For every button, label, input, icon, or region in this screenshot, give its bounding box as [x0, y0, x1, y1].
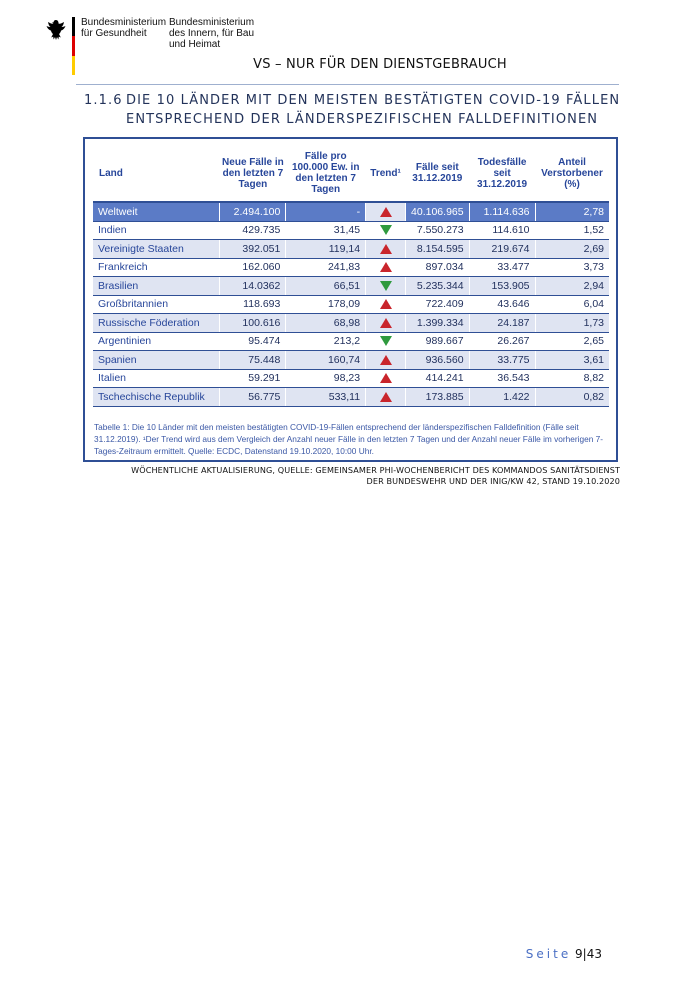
ministry-interior-line1: Bundesministerium: [169, 17, 255, 28]
table-row: [93, 332, 609, 351]
cell-share-deceased: 0,82: [535, 388, 609, 407]
col-header-land: Land: [93, 145, 220, 202]
cell-per-100k: -: [286, 202, 366, 221]
cell-land: Brasilien: [93, 277, 220, 296]
cell-cases-since: 897.034: [406, 258, 470, 277]
cell-deaths-since: 33.775: [469, 351, 535, 370]
cell-deaths-since: 1.422: [469, 388, 535, 407]
trend-down-icon: [380, 336, 392, 346]
cell-cases-since: 1.399.334: [406, 314, 470, 333]
covid-cases-table-figure: [83, 137, 618, 462]
table-row: [93, 295, 609, 314]
trend-up-icon: [380, 207, 392, 217]
cell-land: Spanien: [93, 351, 220, 370]
cell-deaths-since: 33.477: [469, 258, 535, 277]
trend-up-icon: [380, 244, 392, 254]
cell-trend: [366, 351, 406, 370]
cell-share-deceased: 1,73: [535, 314, 609, 333]
cell-new-cases: 59.291: [220, 369, 286, 388]
trend-down-icon: [380, 225, 392, 235]
cell-new-cases: 95.474: [220, 332, 286, 351]
cell-new-cases: 2.494.100: [220, 202, 286, 221]
page-total: 43: [586, 947, 602, 961]
cell-per-100k: 241,83: [286, 258, 366, 277]
trend-down-icon: [380, 281, 392, 291]
cell-per-100k: 213,2: [286, 332, 366, 351]
cell-share-deceased: 6,04: [535, 295, 609, 314]
section-heading: [84, 91, 624, 129]
col-header-trend: Trend¹: [366, 145, 406, 202]
table-row: [93, 369, 609, 388]
cell-share-deceased: 2,78: [535, 202, 609, 221]
cell-trend: [366, 369, 406, 388]
table-row: [93, 277, 609, 296]
table-row: [93, 240, 609, 259]
cell-new-cases: 429.735: [220, 221, 286, 240]
cell-cases-since: 989.667: [406, 332, 470, 351]
cell-land: Vereinigte Staaten: [93, 240, 220, 259]
header-divider: [76, 84, 619, 85]
cell-land: Argentinien: [93, 332, 220, 351]
cell-share-deceased: 2,69: [535, 240, 609, 259]
table-row: [93, 314, 609, 333]
cell-trend: [366, 277, 406, 296]
cell-share-deceased: 3,73: [535, 258, 609, 277]
table-row: [93, 351, 609, 370]
cell-share-deceased: 1,52: [535, 221, 609, 240]
source-line1: WÖCHENTLICHE AKTUALISIERUNG, QUELLE: GEMEINSAMER PHI-WOCHENBERICHT DES KOMMANDOS SANITÄTSDIENST: [131, 465, 620, 475]
cell-per-100k: 119,14: [286, 240, 366, 259]
cell-land: Weltweit: [93, 202, 220, 221]
cell-cases-since: 40.106.965: [406, 202, 470, 221]
page-current: 9: [575, 947, 583, 961]
cell-deaths-since: 26.267: [469, 332, 535, 351]
page-number: [526, 947, 602, 961]
cell-new-cases: 14.0362: [220, 277, 286, 296]
col-header-share-deceased: Anteil Verstorbener (%): [535, 145, 609, 202]
cell-land: Italien: [93, 369, 220, 388]
cell-per-100k: 66,51: [286, 277, 366, 296]
cell-trend: [366, 202, 406, 221]
cell-deaths-since: 153.905: [469, 277, 535, 296]
cell-per-100k: 533,11: [286, 388, 366, 407]
cell-trend: [366, 388, 406, 407]
cell-new-cases: 392.051: [220, 240, 286, 259]
cell-land: Russische Föderation: [93, 314, 220, 333]
trend-up-icon: [380, 299, 392, 309]
source-line2: DER BUNDESWEHR UND DER INIG/KW 42, STAND 19.10.2020: [366, 476, 620, 486]
table-row: [93, 388, 609, 407]
cell-cases-since: 173.885: [406, 388, 470, 407]
cell-trend: [366, 258, 406, 277]
cell-new-cases: 75.448: [220, 351, 286, 370]
ministry-health-line1: Bundesministerium: [81, 17, 167, 28]
table-caption: Tabelle 1: Die 10 Länder mit den meisten bestätigten COVID-19-Fällen entsprechend der länderspezifischen Falldefinition (Fälle seit 31.12.2019). ¹Der Trend wird aus dem Vergleich der Anzahl neuer Fälle in den letzten 7 Tagen und der Anzahl neuer Fälle im vorherigen 7-Tages-Zeitraum ermittelt. Quelle: ECDC, Datenstand 19.10.2020, 10:00 Uhr.: [94, 422, 604, 456]
cell-trend: [366, 295, 406, 314]
federal-eagle-icon: [46, 19, 66, 41]
cell-new-cases: 162.060: [220, 258, 286, 277]
col-header-deaths-since: Todesfälle seit 31.12.2019: [469, 145, 535, 202]
cell-land: Indien: [93, 221, 220, 240]
cell-new-cases: 56.775: [220, 388, 286, 407]
trend-up-icon: [380, 318, 392, 328]
cell-deaths-since: 1.114.636: [469, 202, 535, 221]
cell-deaths-since: 43.646: [469, 295, 535, 314]
cell-trend: [366, 221, 406, 240]
cell-new-cases: 100.616: [220, 314, 286, 333]
cell-cases-since: 936.560: [406, 351, 470, 370]
ministry-health-name: [81, 17, 166, 39]
section-number: 1.1.6: [84, 93, 123, 108]
table-row: [93, 221, 609, 240]
ministry-interior-name: [169, 17, 264, 50]
cell-cases-since: 722.409: [406, 295, 470, 314]
trend-up-icon: [380, 392, 392, 402]
cell-land: Großbritannien: [93, 295, 220, 314]
cell-deaths-since: 24.187: [469, 314, 535, 333]
cell-per-100k: 98,23: [286, 369, 366, 388]
page-separator: |: [582, 947, 587, 961]
col-header-per-100k: Fälle pro 100.000 Ew. in den letzten 7 Tagen: [286, 145, 366, 202]
cell-deaths-since: 219.674: [469, 240, 535, 259]
col-header-new-cases: Neue Fälle in den letzten 7 Tagen: [220, 145, 286, 202]
cell-cases-since: 7.550.273: [406, 221, 470, 240]
covid-cases-table: [93, 145, 609, 407]
table-header-row: [93, 145, 609, 202]
ministry-interior-line3: und Heimat: [169, 39, 221, 50]
cell-trend: [366, 332, 406, 351]
trend-up-icon: [380, 262, 392, 272]
trend-up-icon: [380, 355, 392, 365]
table-row: [93, 258, 609, 277]
section-title-line2: ENTSPRECHEND DER LÄNDERSPEZIFISCHEN FALLDEFINITIONEN: [126, 112, 599, 127]
cell-share-deceased: 2,65: [535, 332, 609, 351]
cell-share-deceased: 8,82: [535, 369, 609, 388]
table-body: [93, 202, 609, 406]
cell-per-100k: 68,98: [286, 314, 366, 333]
cell-new-cases: 118.693: [220, 295, 286, 314]
table-row: [93, 202, 609, 221]
cell-cases-since: 5.235.344: [406, 277, 470, 296]
cell-per-100k: 160,74: [286, 351, 366, 370]
cell-cases-since: 8.154.595: [406, 240, 470, 259]
section-title-line1: DIE 10 LÄNDER MIT DEN MEISTEN BESTÄTIGTEN COVID-19 FÄLLEN: [126, 93, 621, 108]
cell-per-100k: 178,09: [286, 295, 366, 314]
cell-deaths-since: 36.543: [469, 369, 535, 388]
cell-land: Tschechische Republik: [93, 388, 220, 407]
classification-label: VS – NUR FÜR DEN DIENSTGEBRAUCH: [253, 57, 507, 72]
cell-trend: [366, 240, 406, 259]
source-note: [80, 465, 620, 487]
ministry-health-line2: für Gesundheit: [81, 28, 147, 39]
trend-up-icon: [380, 373, 392, 383]
cell-per-100k: 31,45: [286, 221, 366, 240]
cell-land: Frankreich: [93, 258, 220, 277]
col-header-cases-since: Fälle seit 31.12.2019: [406, 145, 470, 202]
cell-share-deceased: 2,94: [535, 277, 609, 296]
cell-cases-since: 414.241: [406, 369, 470, 388]
cell-trend: [366, 314, 406, 333]
cell-deaths-since: 114.610: [469, 221, 535, 240]
cell-share-deceased: 3,61: [535, 351, 609, 370]
ministry-interior-line2: des Innern, für Bau: [169, 28, 255, 39]
page-word: Seite: [525, 947, 572, 961]
